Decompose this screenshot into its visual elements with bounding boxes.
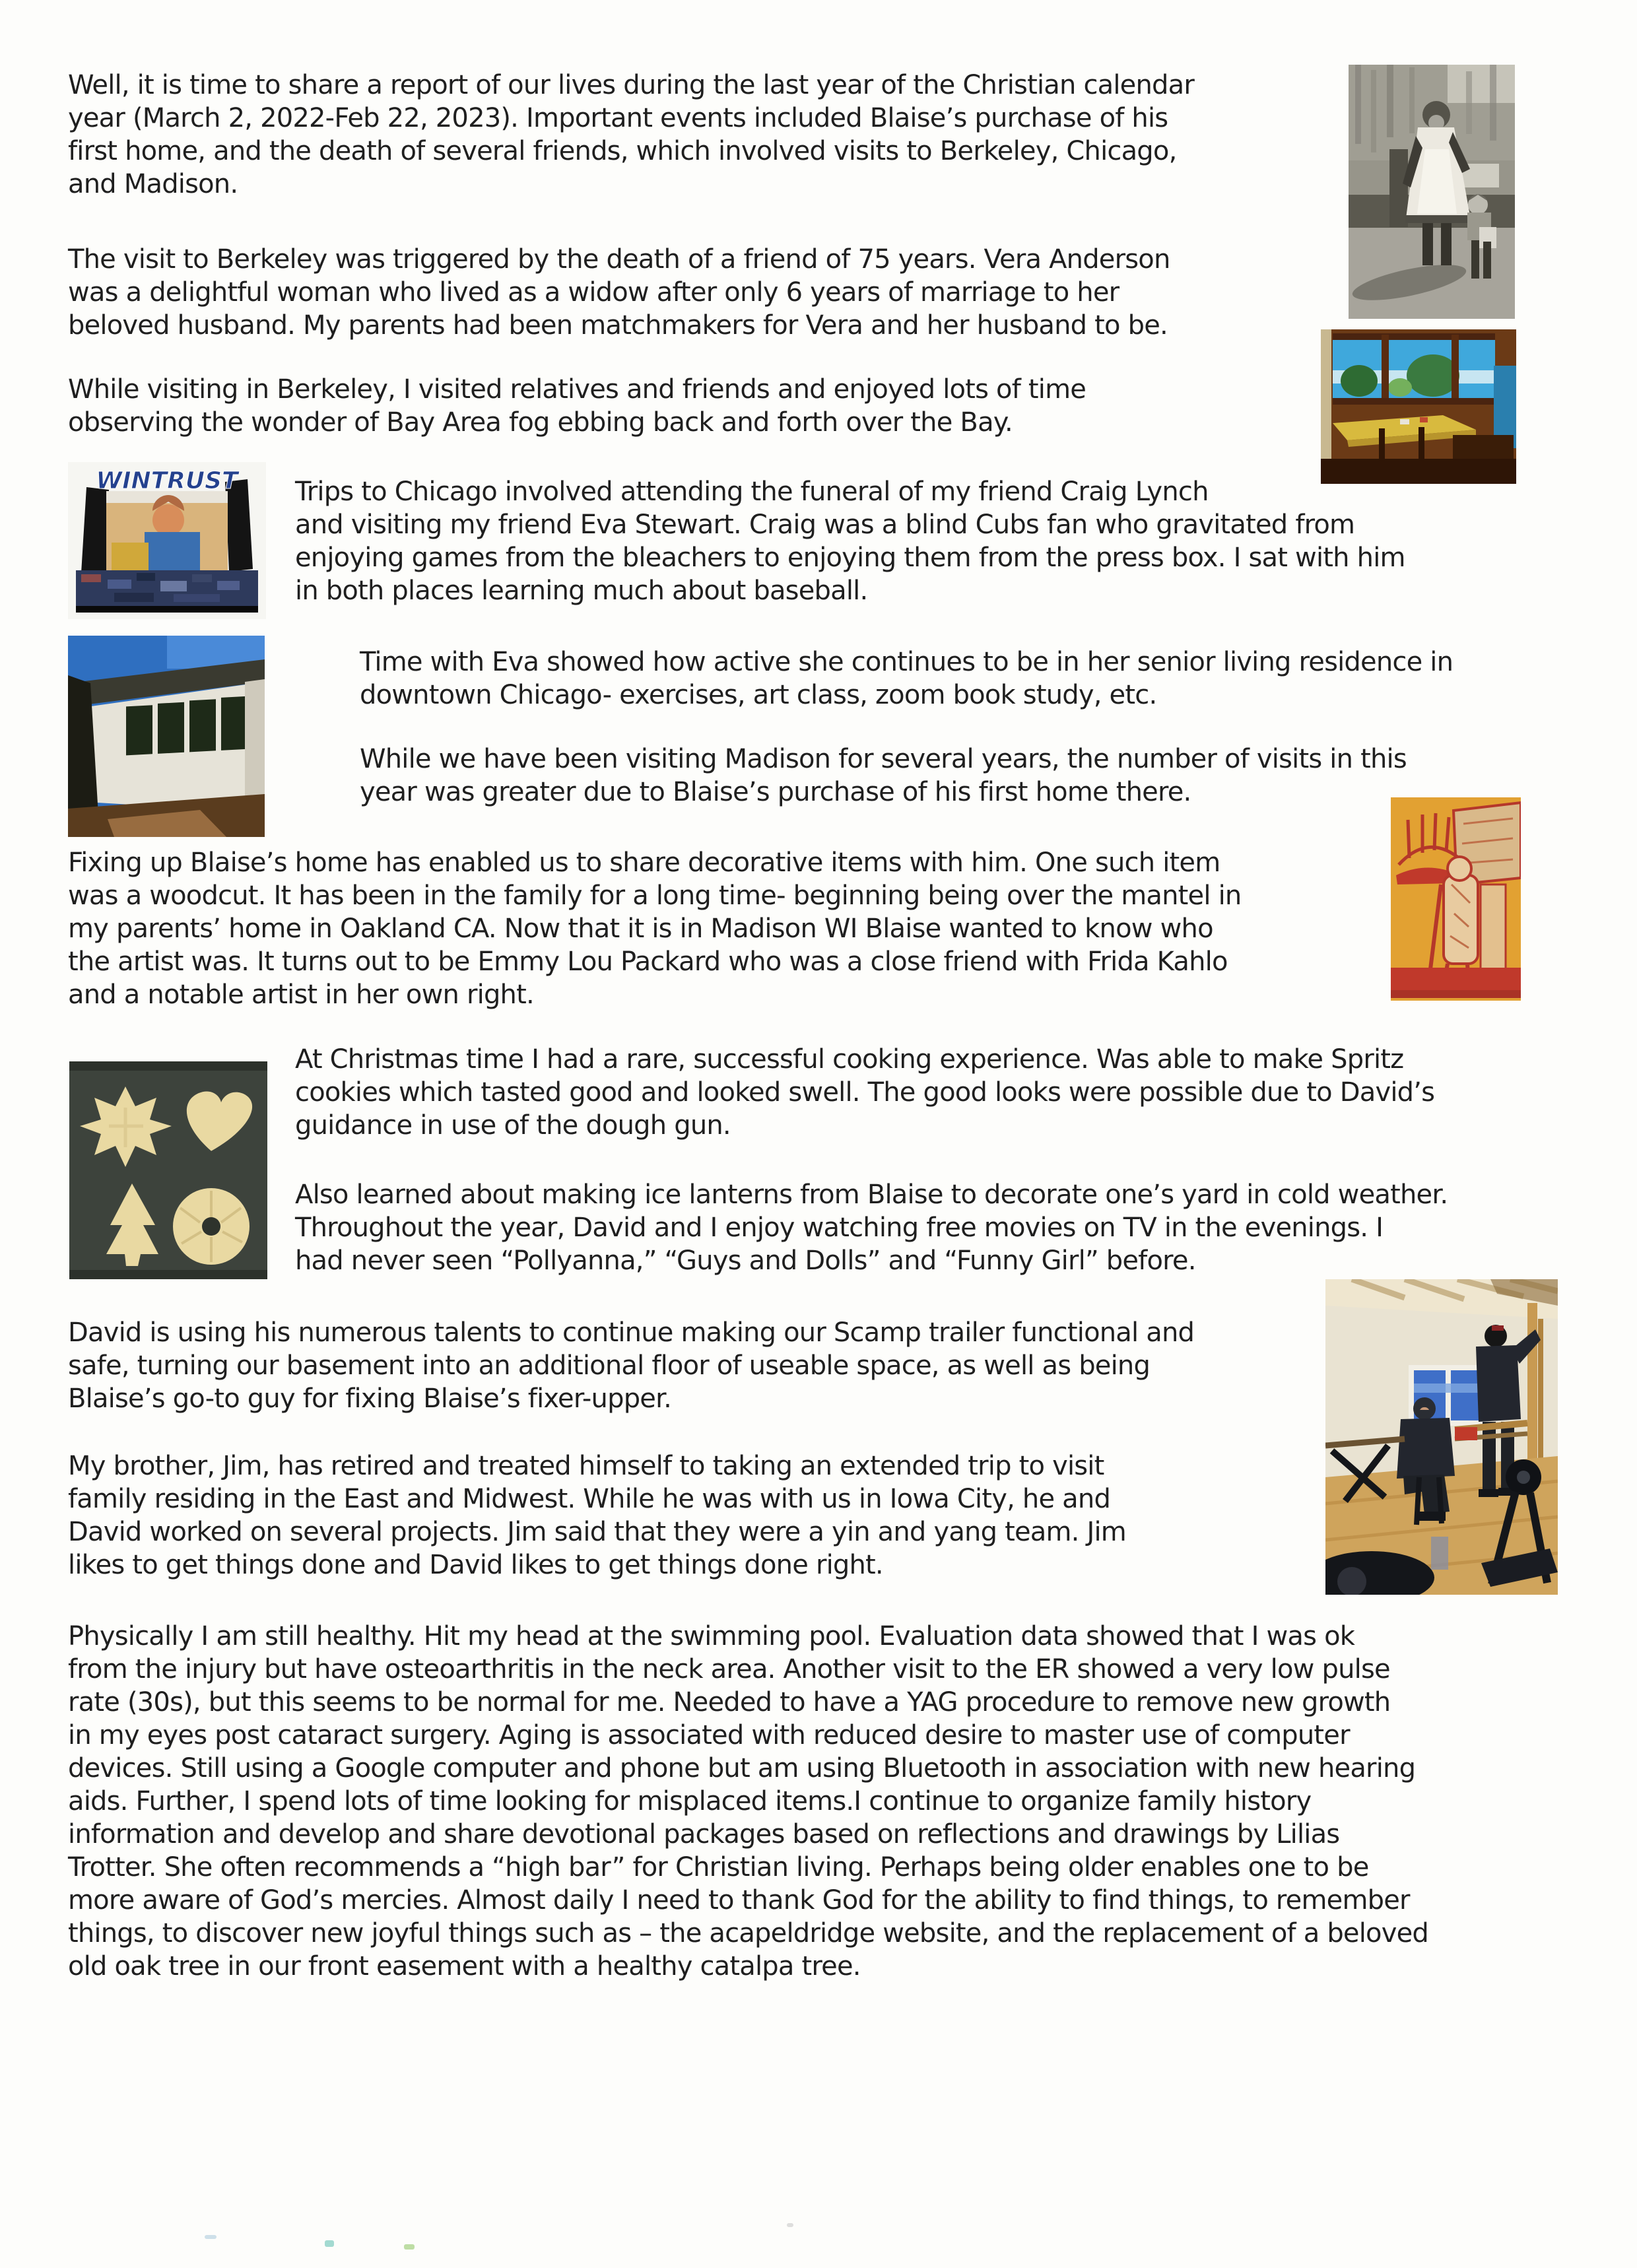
scan-artifact [325, 2240, 334, 2247]
text-line: My brother, Jim, has retired and treated himself to taking an extended trip to visit [68, 1451, 1104, 1481]
photo-woodcut [1391, 797, 1521, 1001]
text-line: likes to get things done and David likes to get things done right. [68, 1550, 883, 1580]
text-line: guidance in use of the dough gun. [295, 1110, 731, 1141]
text-line: observing the wonder of Bay Area fog ebbing back and forth over the Bay. [68, 407, 1013, 438]
photo-white-house [68, 636, 265, 837]
paragraph [68, 846, 1241, 1011]
paragraph [295, 1043, 1434, 1142]
photo-spritz-cookies [69, 1061, 267, 1279]
text-line: and visiting my friend Eva Stewart. Craig was a blind Cubs fan who gravitated from [295, 510, 1355, 540]
paragraph [68, 373, 1086, 439]
scoreboard-brand-text: WINTRUST [96, 467, 238, 494]
text-line: While visiting in Berkeley, I visited relatives and friends and enjoyed lots of time [68, 374, 1086, 405]
scan-artifact [404, 2244, 415, 2250]
text-line: cookies which tasted good and looked swell. The good looks were possible due to David’s [295, 1077, 1435, 1108]
text-line: aids. Further, I spend lots of time looking for misplaced items.I continue to organize family history [68, 1786, 1312, 1817]
text-line: Time with Eva showed how active she continues to be in her senior living residence in [360, 647, 1453, 677]
text-line: things, to discover new joyful things such as – the acapeldridge website, and the replacement of a beloved [68, 1918, 1429, 1949]
text-line: my parents’ home in Oakland CA. Now that it is in Madison WI Blaise wanted to know who [68, 914, 1213, 944]
text-line: devices. Still using a Google computer and phone but am using Bluetooth in association with new hearing [68, 1753, 1416, 1784]
photo-window-room [1321, 329, 1516, 484]
paragraph [68, 243, 1170, 342]
text-line: Blaise’s go-to guy for fixing Blaise’s fixer-upper. [68, 1384, 671, 1414]
text-line: from the injury but have osteoarthritis in the neck area. Another visit to the ER showed a very low pulse [68, 1654, 1390, 1684]
text-line: old oak tree in our front easement with a healthy catalpa tree. [68, 1951, 861, 1982]
paragraph [68, 1620, 1428, 1983]
paragraph [295, 475, 1405, 607]
text-line: and a notable artist in her own right. [68, 980, 534, 1010]
text-line: first home, and the death of several friends, which involved visits to Berkeley, Chicago, [68, 136, 1177, 166]
text-line: family residing in the East and Midwest. While he was with us in Iowa City, he and [68, 1484, 1111, 1514]
text-line: rate (30s), but this seems to be normal for me. Needed to have a YAG procedure to remove new growth [68, 1687, 1391, 1718]
text-line: information and develop and share devotional packages based on reflections and drawings by Lilias [68, 1819, 1340, 1850]
text-line: The visit to Berkeley was triggered by the death of a friend of 75 years. Vera Anderson [68, 244, 1170, 275]
photo-basement-project [1325, 1279, 1558, 1595]
text-line: David worked on several projects. Jim said that they were a yin and yang team. Jim [68, 1517, 1126, 1547]
paragraph [360, 646, 1453, 712]
paragraph [360, 743, 1407, 809]
text-line: had never seen “Pollyanna,” “Guys and Dolls” and “Funny Girl” before. [295, 1246, 1196, 1276]
photo-wrigley-scoreboard [68, 462, 266, 619]
text-line: the artist was. It turns out to be Emmy Lou Packard who was a close friend with Frida Kahlo [68, 947, 1228, 977]
paragraph [68, 1450, 1126, 1582]
text-line: more aware of God’s mercies. Almost daily I need to thank God for the ability to find things, to remember [68, 1885, 1410, 1916]
text-line: Also learned about making ice lanterns from Blaise to decorate one’s yard in cold weather. [295, 1180, 1448, 1210]
text-line: year was greater due to Blaise’s purchase of his first home there. [360, 777, 1191, 807]
text-line: in both places learning much about baseball. [295, 576, 868, 606]
text-line: and Madison. [68, 169, 238, 199]
text-line: Trips to Chicago involved attending the funeral of my friend Craig Lynch [295, 477, 1209, 507]
text-line: safe, turning our basement into an additional floor of useable space, as well as being [68, 1351, 1151, 1381]
text-line: At Christmas time I had a rare, successful cooking experience. Was able to make Spritz [295, 1044, 1404, 1075]
text-line: was a woodcut. It has been in the family for a long time- beginning being over the mantel in [68, 881, 1242, 911]
scan-artifact [787, 2223, 793, 2227]
text-line: David is using his numerous talents to continue making our Scamp trailer functional and [68, 1317, 1195, 1348]
text-line: in my eyes post cataract surgery. Aging is associated with reduced desire to master use of computer [68, 1720, 1350, 1751]
paragraph [68, 69, 1194, 201]
text-line: Throughout the year, David and I enjoy watching free movies on TV in the evenings. I [295, 1213, 1384, 1243]
paragraph [68, 1316, 1194, 1415]
text-line: Fixing up Blaise’s home has enabled us to share decorative items with him. One such item [68, 848, 1220, 878]
text-line: beloved husband. My parents had been matchmakers for Vera and her husband to be. [68, 310, 1168, 341]
text-line: enjoying games from the bleachers to enjoying them from the press box. I sat with him [295, 543, 1405, 573]
photo-woman-and-child [1349, 65, 1515, 319]
text-line: downtown Chicago- exercises, art class, zoom book study, etc. [360, 680, 1157, 710]
text-line: While we have been visiting Madison for several years, the number of visits in this [360, 744, 1407, 774]
text-line: was a delightful woman who lived as a widow after only 6 years of marriage to her [68, 277, 1119, 308]
text-line: Trotter. She often recommends a “high bar” for Christian living. Perhaps being older enables one to be [68, 1852, 1369, 1883]
paragraph [295, 1178, 1448, 1277]
scan-artifact [205, 2235, 217, 2239]
text-line: Well, it is time to share a report of our lives during the last year of the Christian calendar [68, 70, 1194, 100]
text-line: year (March 2, 2022-Feb 22, 2023). Important events included Blaise’s purchase of his [68, 103, 1168, 133]
text-line: Physically I am still healthy. Hit my head at the swimming pool. Evaluation data showed that I was ok [68, 1621, 1355, 1651]
